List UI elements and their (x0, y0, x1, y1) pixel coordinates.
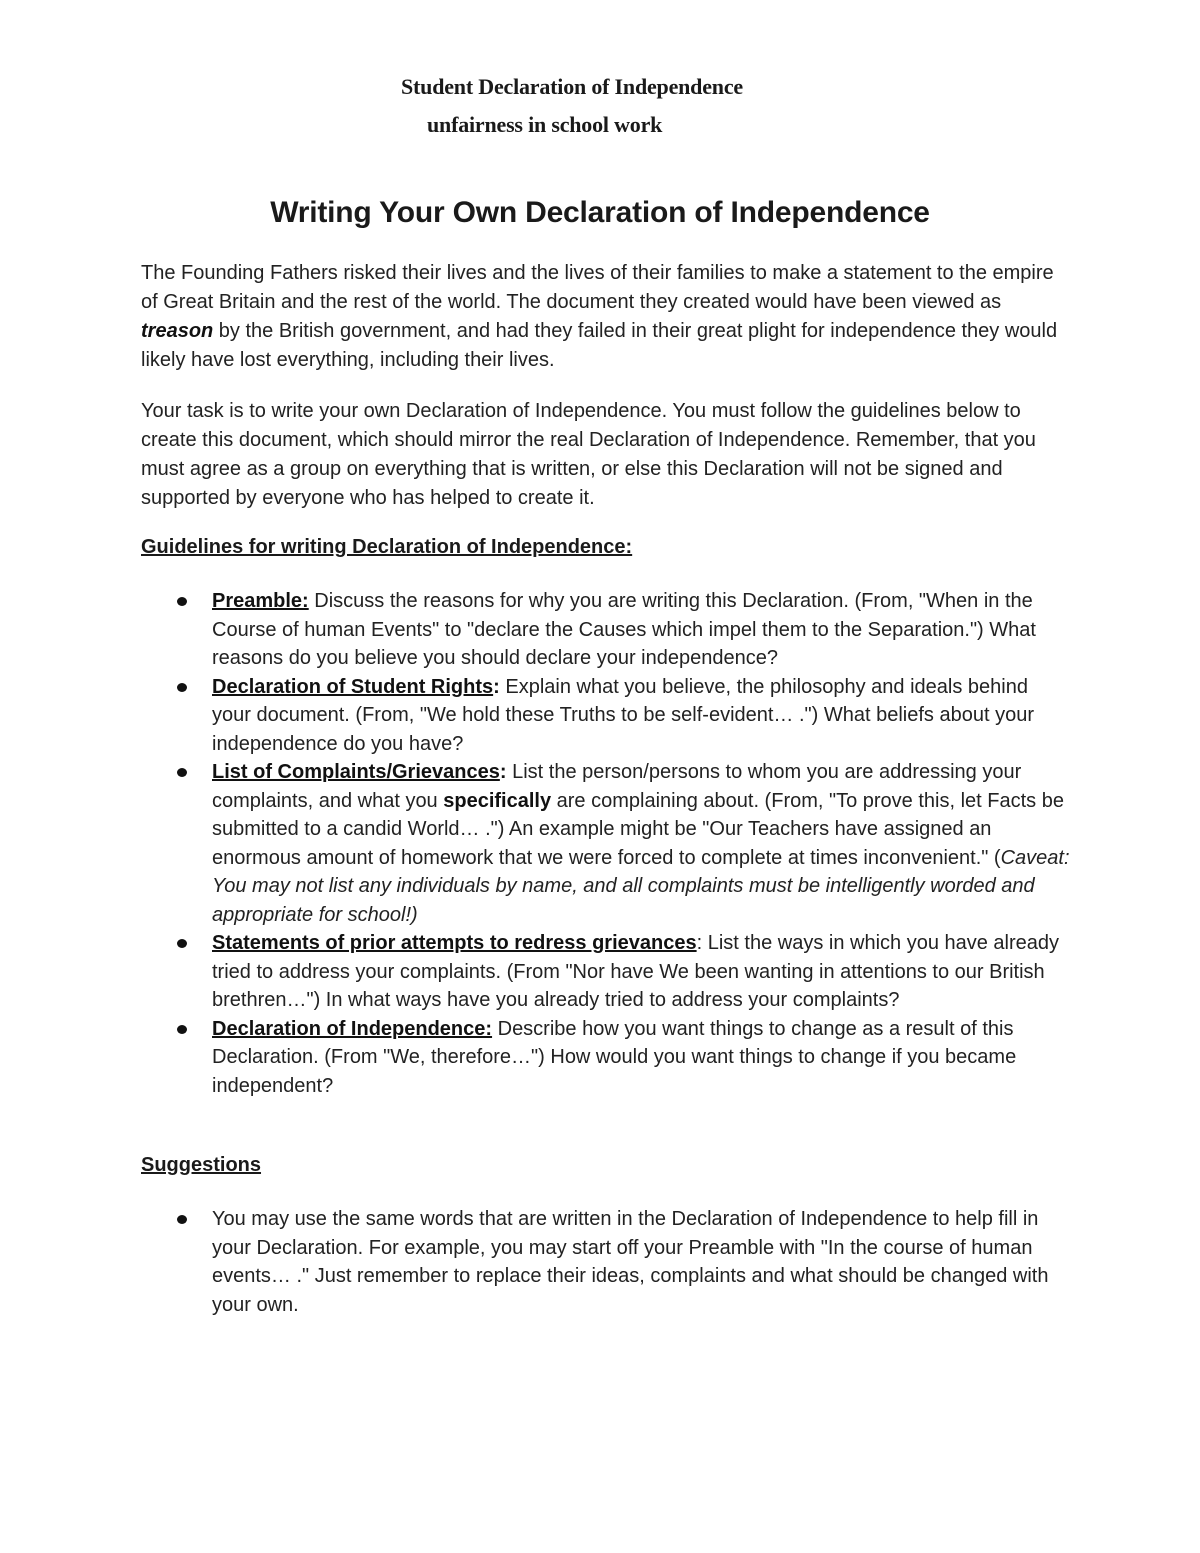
declaration-text: Describe how you want things to change as a result of this Declaration. (From "We, therefore…") How would you want things to change if you became independent? (212, 1017, 1017, 1097)
student-rights-text: Explain what you believe, the philosophy and ideals behind your document. (From, "We hold these Truths to be self-evident… .") What beliefs about your independence do you have? (212, 675, 1034, 755)
bullet-icon (177, 1215, 187, 1224)
suggestions-list (0, 1205, 1200, 1319)
term-declaration: Declaration of Independence: (212, 1017, 493, 1040)
bullet-icon (177, 597, 187, 606)
list-item-preamble (0, 587, 1072, 673)
term-grievances: List of Complaints/Grievances (212, 761, 500, 783)
list-item-grievances (0, 758, 1072, 929)
guidelines-list (0, 587, 1200, 1100)
bullet-icon (177, 1025, 187, 1034)
intro-paragraph (141, 259, 1071, 375)
term-prior-attempts: Statements of prior attempts to redress grievances (212, 932, 697, 954)
term-suffix: : (696, 932, 703, 954)
term-suffix: : (493, 675, 500, 698)
treason-emphasis: treason (141, 320, 214, 342)
list-item-suggestion (0, 1205, 1072, 1319)
list-item-student-rights (0, 673, 1072, 759)
term-suffix: : (499, 761, 507, 783)
term-student-rights: Declaration of Student Rights (212, 675, 494, 698)
grievances-text-after: are complaining about. (From, "To prove this, let Facts be submitted to a candid World… .") An example might be "Our Teachers have assigned an enormous amount of homework that we were forced to complete at times inconvenient." ( (212, 789, 1064, 869)
caveat-note: Caveat: You may not list any individuals by name, and all complaints must be intelligently worded and appropriate for school!) (212, 846, 1070, 926)
bullet-icon (177, 939, 187, 948)
bullet-icon (177, 683, 187, 692)
intro-text-after: by the British government, and had they failed in their great plight for independence they would likely have lost everything, including their lives. (141, 320, 1058, 371)
list-item-declaration (0, 1015, 1072, 1101)
prior-attempts-text: List the ways in which you have already tried to address your complaints. (From "Nor have We been wanting in attentions to our British brethren…") In what ways have you already tried to address your complaints? (212, 932, 1060, 1011)
preamble-text: Discuss the reasons for why you are writing this Declaration. (From, "When in the Course of human Events" to "declare the Causes which impel them to the Separation.") What reasons do you believe you should declare your independence? (212, 590, 1036, 669)
main-heading: Writing Your Own Declaration of Independence (270, 196, 930, 229)
document-title: Student Declaration of Independence (401, 74, 743, 99)
task-paragraph: Your task is to write your own Declaration of Independence. You must follow the guidelines below to create this document, which should mirror the real Declaration of Independence. Remember, that you must agree as a group on everything that is written, or else this Declaration will not be signed and supported by everyone who has helped to create it. (141, 400, 1036, 509)
specifically-emphasis: specifically (443, 789, 552, 812)
suggestions-heading: Suggestions (141, 1154, 262, 1176)
guidelines-heading: Guidelines for writing Declaration of Independence: (141, 536, 633, 558)
grievances-text-before: List the person/persons to whom you are addressing your complaints, and what you (212, 761, 1022, 812)
bullet-icon (177, 768, 187, 777)
intro-text-before: The Founding Fathers risked their lives and the lives of their families to make a statement to the empire of Great Britain and the rest of the world. The document they created would have been viewed as (141, 262, 1054, 313)
term-preamble: Preamble: (212, 590, 309, 612)
list-item-prior-attempts (0, 929, 1072, 1015)
document-subtitle: unfairness in school work (427, 112, 663, 137)
suggestion-text: You may use the same words that are written in the Declaration of Independence to help fill in your Declaration. For example, you may start off your Preamble with "In the course of human events… ." Just remember to replace their ideas, complaints and what should be changed with your own. (212, 1208, 1049, 1316)
